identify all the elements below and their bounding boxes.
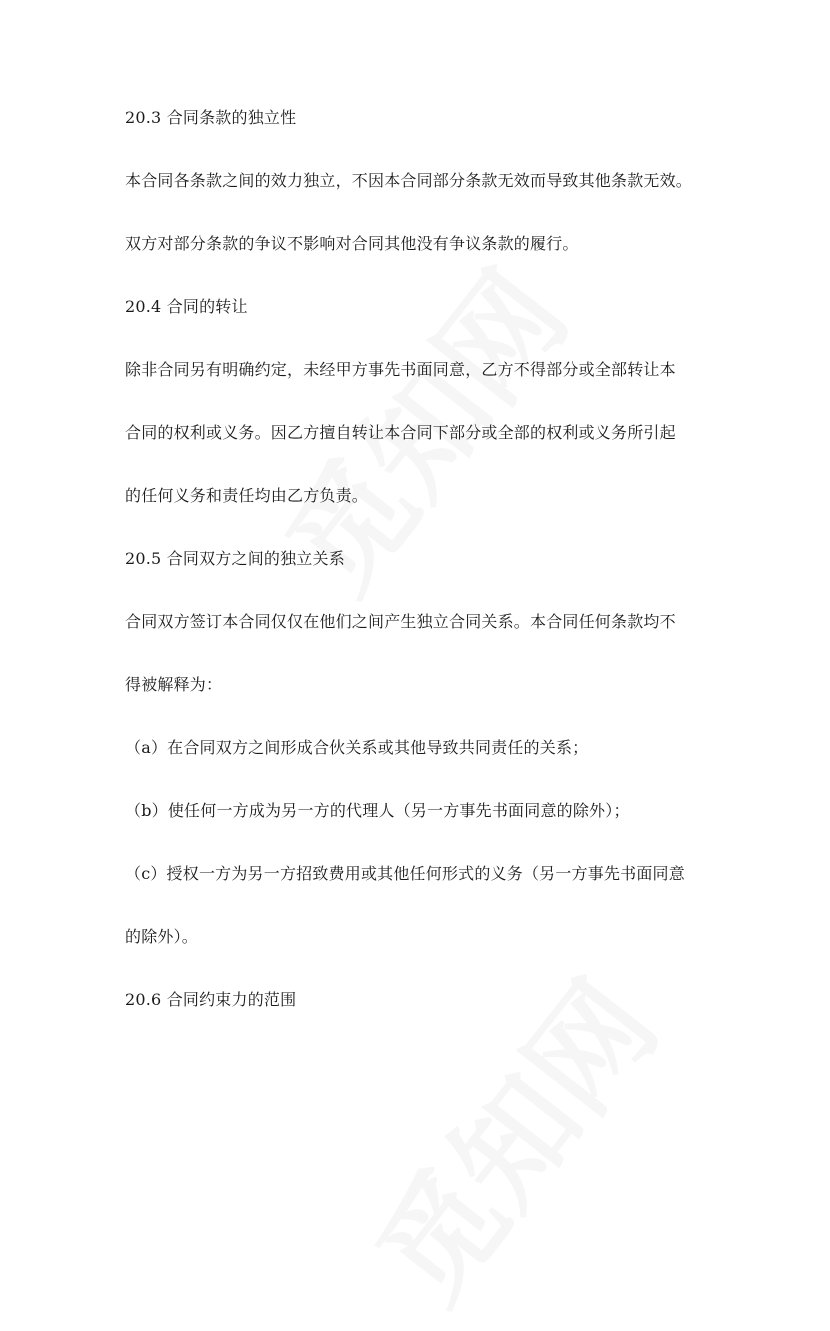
section-heading-20-5: 20.5 合同双方之间的独立关系 bbox=[125, 549, 345, 568]
watermark bbox=[331, 941, 688, 1331]
paragraph-line: 的任何义务和责任均由乙方负责。 bbox=[125, 486, 369, 505]
paragraph-line: 的除外）。 bbox=[125, 927, 199, 946]
list-item-a: （a）在合同双方之间形成合伙关系或其他导致共同责任的关系； bbox=[125, 738, 589, 757]
list-item-c: （c）授权一方为另一方招致费用或其他任何形式的义务（另一方事先书面同意 bbox=[125, 864, 685, 883]
paragraph-line: 合同双方签订本合同仅仅在他们之间产生独立合同关系。本合同任何条款均不 bbox=[125, 612, 676, 631]
paragraph-line: 双方对部分条款的争议不影响对合同其他没有争议条款的履行。 bbox=[125, 234, 579, 253]
paragraph-line: 得被解释为： bbox=[125, 675, 223, 694]
paragraph-line: 本合同各条款之间的效力独立，不因本合同部分条款无效而导致其他条款无效。 bbox=[125, 171, 693, 190]
section-heading-20-3: 20.3 合同条款的独立性 bbox=[125, 108, 297, 127]
list-item-b: （b）使任何一方成为另一方的代理人（另一方事先书面同意的除外）； bbox=[125, 801, 630, 820]
section-heading-20-4: 20.4 合同的转让 bbox=[125, 297, 248, 316]
paragraph-line: 除非合同另有明确约定，未经甲方事先书面同意，乙方不得部分或全部转让本 bbox=[125, 360, 676, 379]
section-heading-20-6: 20.6 合同约束力的范围 bbox=[125, 990, 297, 1009]
paragraph-line: 合同的权利或义务。因乙方擅自转让本合同下部分或全部的权利或义务所引起 bbox=[125, 423, 676, 442]
